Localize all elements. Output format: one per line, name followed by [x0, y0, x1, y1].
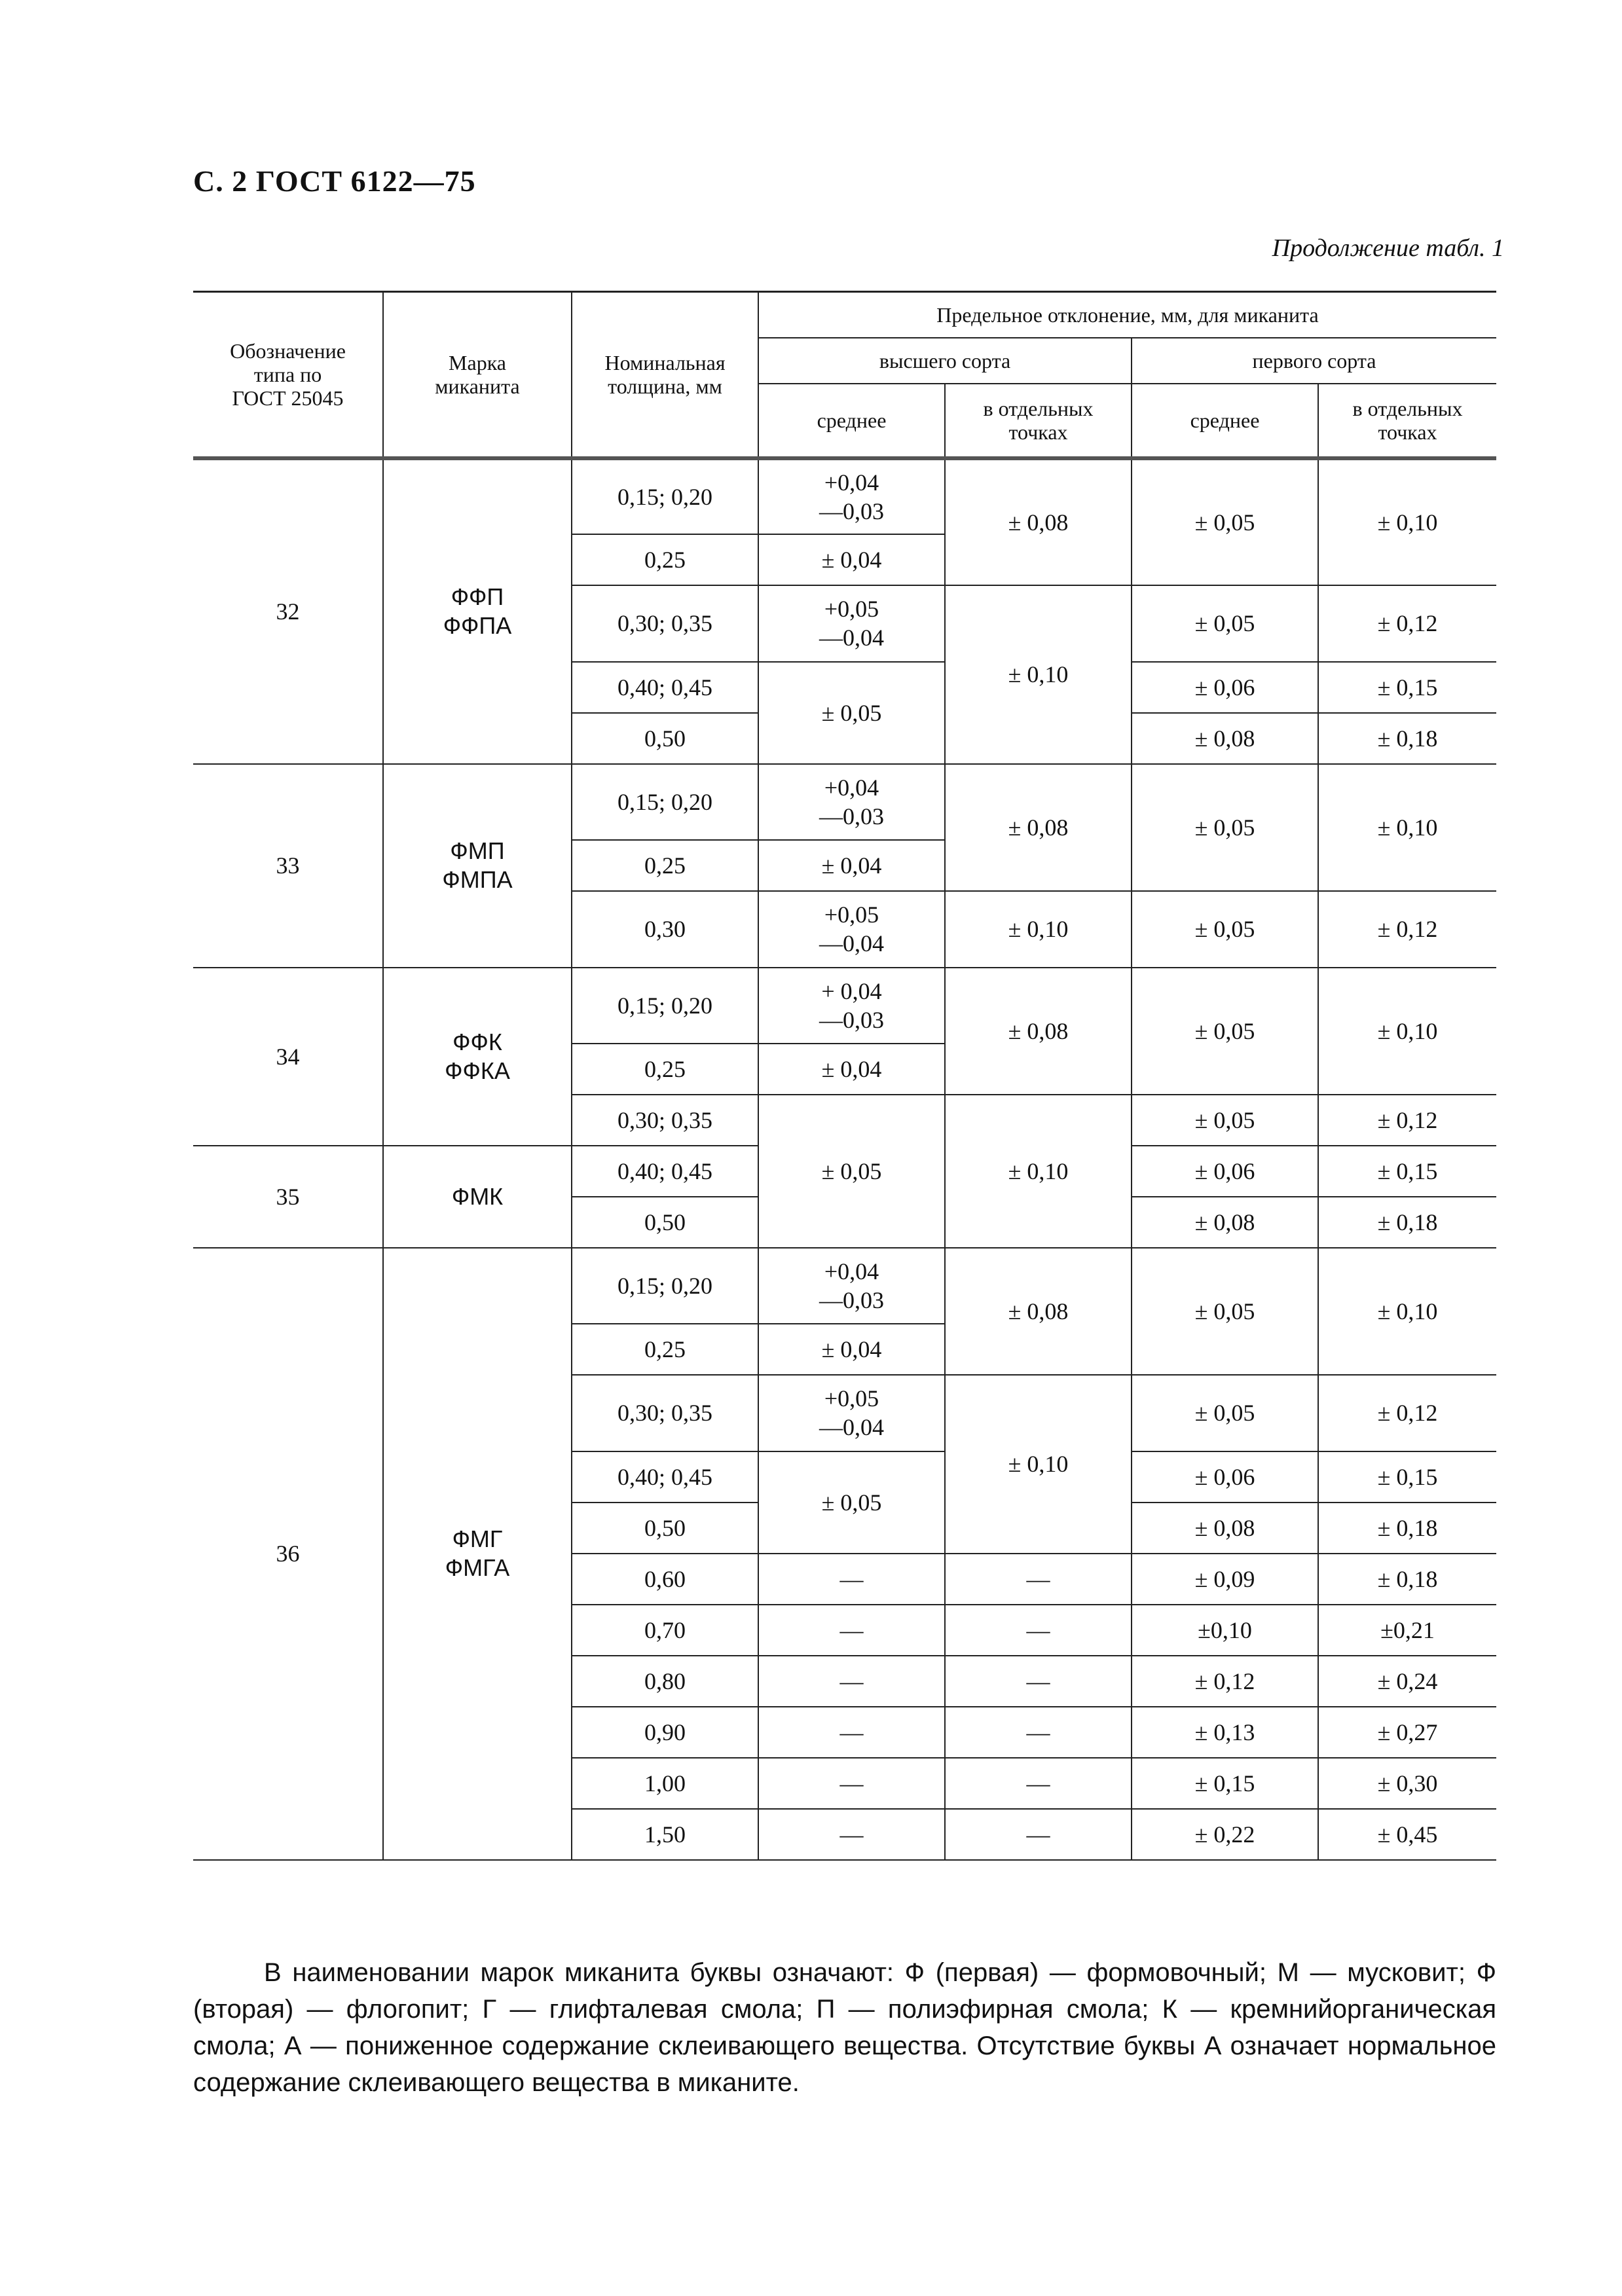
first-points-cell: ± 0,18: [1318, 713, 1496, 764]
thickness-cell: 0,30: [572, 891, 758, 968]
table-row: [193, 968, 1496, 1044]
brand-cell: ФМК: [383, 1146, 572, 1248]
highest-points-cell: —: [945, 1707, 1132, 1758]
highest-average-cell: + 0,04 —0,03: [758, 968, 945, 1044]
highest-points-cell: —: [945, 1605, 1132, 1656]
type-cell: 32: [193, 458, 383, 764]
thickness-cell: 0,25: [572, 534, 758, 585]
thickness-cell: 0,60: [572, 1554, 758, 1605]
header-first-points: в отдельных точках: [1318, 384, 1496, 458]
highest-average-cell: —: [758, 1707, 945, 1758]
thickness-cell: 0,30; 0,35: [572, 585, 758, 662]
type-cell: 33: [193, 764, 383, 968]
header-first-grade: первого сорта: [1132, 338, 1496, 384]
highest-average-cell: —: [758, 1758, 945, 1809]
first-points-cell: ± 0,30: [1318, 1758, 1496, 1809]
first-points-cell: ± 0,15: [1318, 1146, 1496, 1197]
thickness-cell: 1,50: [572, 1809, 758, 1860]
first-points-cell: ± 0,12: [1318, 585, 1496, 662]
highest-average-cell: ± 0,04: [758, 1324, 945, 1375]
first-points-cell: ± 0,15: [1318, 1451, 1496, 1503]
first-average-cell: ± 0,08: [1132, 1503, 1318, 1554]
highest-points-cell: ± 0,08: [945, 968, 1132, 1095]
header-type: Обозначение типа по ГОСТ 25045: [193, 292, 383, 458]
table-continuation-label: Продолжение табл. 1: [1272, 234, 1504, 262]
highest-points-cell: ± 0,08: [945, 1248, 1132, 1375]
thickness-cell: 0,25: [572, 1324, 758, 1375]
header-highest-points: в отдельных точках: [945, 384, 1132, 458]
first-points-cell: ± 0,12: [1318, 1375, 1496, 1451]
first-average-cell: ± 0,05: [1132, 968, 1318, 1095]
first-points-cell: ± 0,10: [1318, 968, 1496, 1095]
highest-points-cell: ± 0,08: [945, 458, 1132, 585]
thickness-cell: 0,40; 0,45: [572, 662, 758, 713]
header-deviation: Предельное отклонение, мм, для миканита: [758, 292, 1496, 338]
first-average-cell: ± 0,06: [1132, 1146, 1318, 1197]
thickness-cell: 0,30; 0,35: [572, 1095, 758, 1146]
first-points-cell: ± 0,27: [1318, 1707, 1496, 1758]
first-average-cell: ± 0,08: [1132, 1197, 1318, 1248]
highest-points-cell: —: [945, 1656, 1132, 1707]
first-points-cell: ± 0,18: [1318, 1503, 1496, 1554]
thickness-cell: 0,15; 0,20: [572, 764, 758, 840]
highest-average-cell: ± 0,04: [758, 534, 945, 585]
first-average-cell: ±0,10: [1132, 1605, 1318, 1656]
header-brand: Марка миканита: [383, 292, 572, 458]
thickness-cell: 0,30; 0,35: [572, 1375, 758, 1451]
header-first-average: среднее: [1132, 384, 1318, 458]
highest-points-cell: ± 0,08: [945, 764, 1132, 891]
first-average-cell: ± 0,13: [1132, 1707, 1318, 1758]
highest-points-cell: —: [945, 1809, 1132, 1860]
first-average-cell: ± 0,06: [1132, 662, 1318, 713]
first-points-cell: ± 0,10: [1318, 458, 1496, 585]
header-highest-grade: высшего сорта: [758, 338, 1132, 384]
thickness-cell: 0,25: [572, 840, 758, 891]
first-average-cell: ± 0,15: [1132, 1758, 1318, 1809]
highest-average-cell: ± 0,05: [758, 662, 945, 764]
first-average-cell: ± 0,05: [1132, 891, 1318, 968]
highest-average-cell: +0,04 —0,03: [758, 764, 945, 840]
highest-average-cell: +0,04 —0,03: [758, 1248, 945, 1324]
first-average-cell: ± 0,05: [1132, 458, 1318, 585]
first-points-cell: ± 0,10: [1318, 764, 1496, 891]
highest-points-cell: —: [945, 1758, 1132, 1809]
first-average-cell: ± 0,05: [1132, 585, 1318, 662]
first-points-cell: ± 0,24: [1318, 1656, 1496, 1707]
thickness-cell: 1,00: [572, 1758, 758, 1809]
tolerance-table: [193, 291, 1496, 1861]
type-cell: 34: [193, 968, 383, 1146]
highest-average-cell: ± 0,04: [758, 840, 945, 891]
highest-points-cell: ± 0,10: [945, 585, 1132, 764]
thickness-cell: 0,70: [572, 1605, 758, 1656]
highest-average-cell: —: [758, 1605, 945, 1656]
table-row: [193, 764, 1496, 840]
first-average-cell: ± 0,05: [1132, 1375, 1318, 1451]
brand-cell: ФФК ФФКА: [383, 968, 572, 1146]
type-cell: 36: [193, 1248, 383, 1860]
table-row: [193, 1248, 1496, 1324]
thickness-cell: 0,50: [572, 713, 758, 764]
highest-average-cell: ± 0,04: [758, 1044, 945, 1095]
first-average-cell: ± 0,05: [1132, 1248, 1318, 1375]
thickness-cell: 0,80: [572, 1656, 758, 1707]
first-average-cell: ± 0,05: [1132, 764, 1318, 891]
first-points-cell: ± 0,15: [1318, 662, 1496, 713]
first-average-cell: ± 0,06: [1132, 1451, 1318, 1503]
highest-average-cell: —: [758, 1656, 945, 1707]
type-cell: 35: [193, 1146, 383, 1248]
highest-points-cell: ± 0,10: [945, 1095, 1132, 1248]
thickness-cell: 0,25: [572, 1044, 758, 1095]
first-average-cell: ± 0,12: [1132, 1656, 1318, 1707]
highest-average-cell: —: [758, 1554, 945, 1605]
first-points-cell: ± 0,18: [1318, 1554, 1496, 1605]
first-average-cell: ± 0,08: [1132, 713, 1318, 764]
first-points-cell: ± 0,12: [1318, 1095, 1496, 1146]
thickness-cell: 0,90: [572, 1707, 758, 1758]
first-points-cell: ± 0,12: [1318, 891, 1496, 968]
brand-cell: ФМП ФМПА: [383, 764, 572, 968]
thickness-cell: 0,40; 0,45: [572, 1451, 758, 1503]
highest-average-cell: +0,05 —0,04: [758, 891, 945, 968]
header-highest-average: среднее: [758, 384, 945, 458]
highest-average-cell: ± 0,05: [758, 1095, 945, 1248]
thickness-cell: 0,15; 0,20: [572, 968, 758, 1044]
first-points-cell: ± 0,10: [1318, 1248, 1496, 1375]
thickness-cell: 0,50: [572, 1503, 758, 1554]
thickness-cell: 0,50: [572, 1197, 758, 1248]
thickness-cell: 0,15; 0,20: [572, 1248, 758, 1324]
brand-cell: ФМГ ФМГА: [383, 1248, 572, 1860]
page-header: С. 2 ГОСТ 6122—75: [193, 164, 476, 198]
highest-points-cell: —: [945, 1554, 1132, 1605]
highest-average-cell: +0,05 —0,04: [758, 1375, 945, 1451]
highest-average-cell: —: [758, 1809, 945, 1860]
thickness-cell: 0,40; 0,45: [572, 1146, 758, 1197]
thickness-cell: 0,15; 0,20: [572, 458, 758, 534]
first-points-cell: ± 0,45: [1318, 1809, 1496, 1860]
highest-points-cell: ± 0,10: [945, 1375, 1132, 1554]
first-points-cell: ±0,21: [1318, 1605, 1496, 1656]
first-average-cell: ± 0,22: [1132, 1809, 1318, 1860]
highest-average-cell: +0,04 —0,03: [758, 458, 945, 534]
header-thickness: Номинальная толщина, мм: [572, 292, 758, 458]
highest-average-cell: ± 0,05: [758, 1451, 945, 1554]
brand-cell: ФФП ФФПА: [383, 458, 572, 764]
highest-average-cell: +0,05 —0,04: [758, 585, 945, 662]
first-average-cell: ± 0,09: [1132, 1554, 1318, 1605]
first-average-cell: ± 0,05: [1132, 1095, 1318, 1146]
legend-note: В наименовании марок миканита буквы означают: Ф (первая) — формовочный; М — мусковит; Ф (вторая) — флогопит; Г — глифталевая смола; П — полиэфирная смола; К — кремнийорганическая смола; А — пониженное содержание склеивающего вещества. Отсутствие буквы А означает нормальное содержание склеивающего вещества в миканите.: [193, 1958, 1496, 2097]
first-points-cell: ± 0,18: [1318, 1197, 1496, 1248]
table-row: [193, 458, 1496, 534]
highest-points-cell: ± 0,10: [945, 891, 1132, 968]
